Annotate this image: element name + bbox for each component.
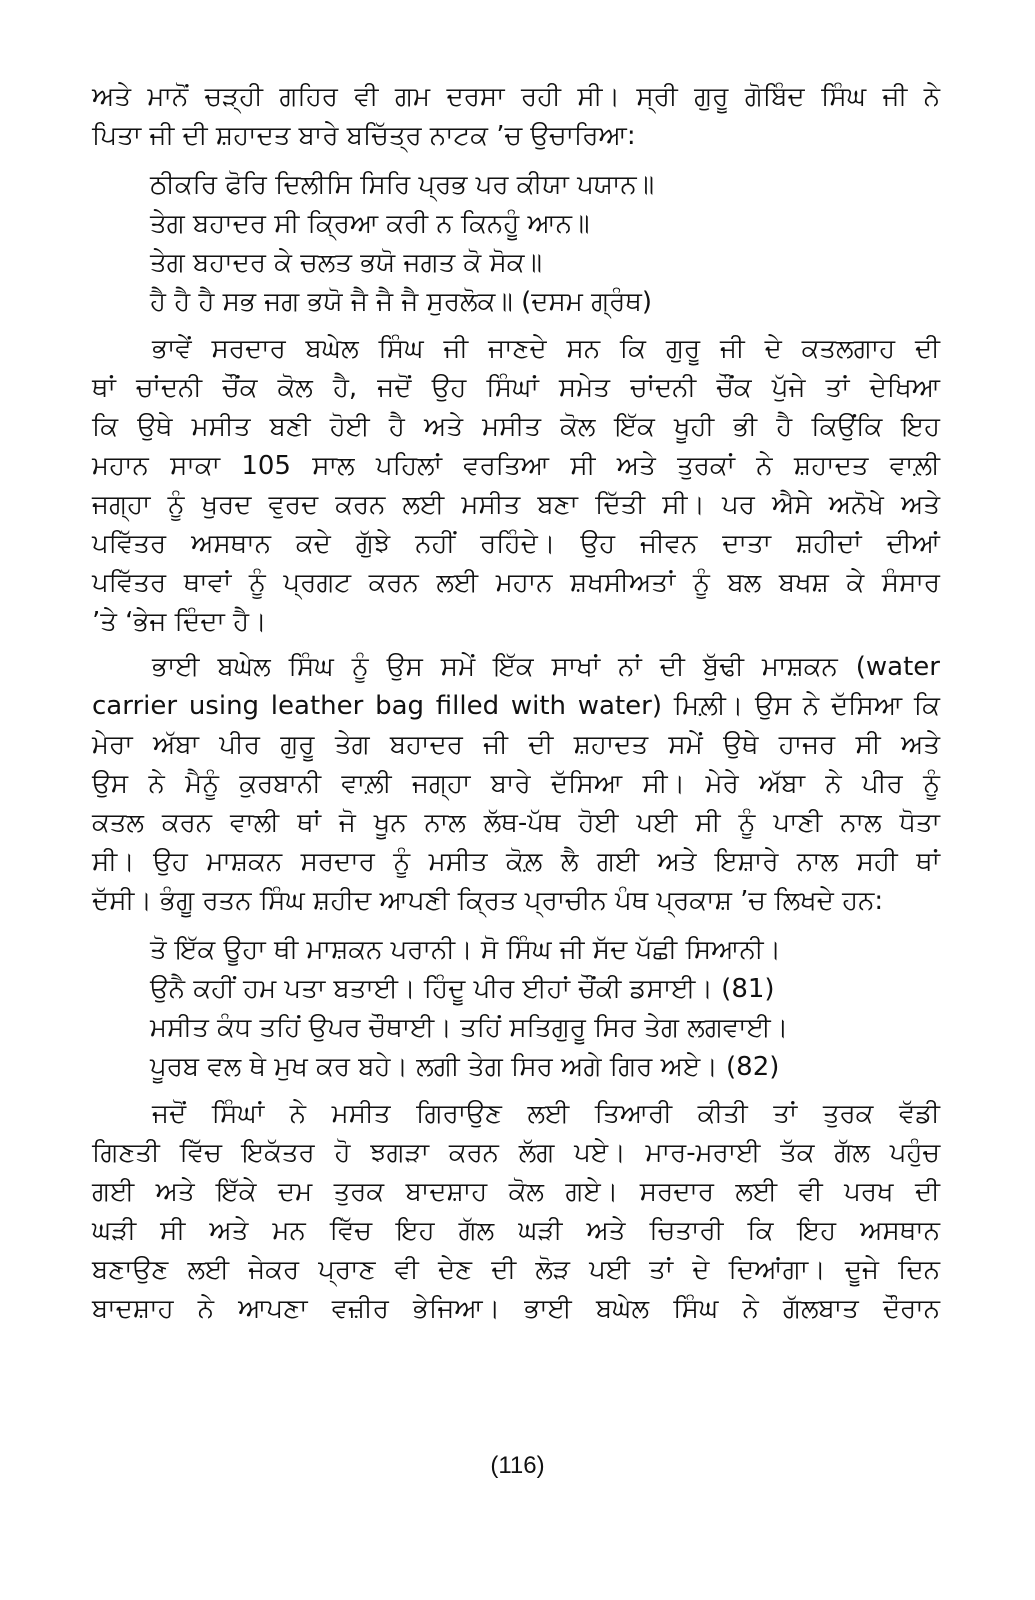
text-line: ਬਾਦਸ਼ਾਹ ਨੇ ਆਪਣਾ ਵਜ਼ੀਰ ਭੇਜਿਆ। ਭਾਈ ਬਘੇਲ ਸਿੰਘ ਨੇ ਗੱਲਬਾਤ ਦੌਰਾਨ bbox=[92, 1294, 940, 1324]
verse-block-1 bbox=[92, 166, 940, 322]
verse-line: ਪੂਰਬ ਵਲ ਥੇ ਮੁਖ ਕਰ ਬਹੇ। ਲਗੀ ਤੇਗ ਸਿਰ ਅਗੇ ਗਿਰ ਅਏ। (82) bbox=[150, 1052, 780, 1082]
text-line: ਗਈ ਅਤੇ ਇੱਕੇ ਦਮ ਤੁਰਕ ਬਾਦਸ਼ਾਹ ਕੋਲ ਗਏ। ਸਰਦਾਰ ਲਈ ਵੀ ਪਰਖ ਦੀ bbox=[92, 1177, 940, 1207]
text-line: ਜਦੋਂ ਸਿੰਘਾਂ ਨੇ ਮਸੀਤ ਗਿਰਾਉਣ ਲਈ ਤਿਆਰੀ ਕੀਤੀ ਤਾਂ ਤੁਰਕ ਵੱਡੀ bbox=[152, 1099, 940, 1129]
text-line: ਭਾਵੇਂ ਸਰਦਾਰ ਬਘੇਲ ਸਿੰਘ ਜੀ ਜਾਣਦੇ ਸਨ ਕਿ ਗੁਰੂ ਜੀ ਦੇ ਕਤਲਗਾਹ ਦੀ bbox=[152, 334, 940, 364]
verse-line: ਤੇਗ ਬਹਾਦਰ ਸੀ ਕ੍ਰਿਆ ਕਰੀ ਨ ਕਿਨਹੂੰ ਆਨ॥ bbox=[150, 209, 590, 239]
text-line: ਸੀ। ਉਹ ਮਾਸ਼ਕਨ ਸਰਦਾਰ ਨੂੰ ਮਸੀਤ ਕੋਲ਼ ਲੈ ਗਈ ਅਤੇ ਇਸ਼ਾਰੇ ਨਾਲ ਸਹੀ ਥਾਂ bbox=[92, 847, 940, 877]
text-line: ਕਤਲ ਕਰਨ ਵਾਲੀ ਥਾਂ ਜੋ ਖੂਨ ਨਾਲ ਲੱਥ-ਪੱਥ ਹੋਈ ਪਈ ਸੀ ਨੂੰ ਪਾਣੀ ਨਾਲ ਧੋਤਾ bbox=[92, 808, 940, 838]
text-line: ਜਗ੍ਹਾ ਨੂੰ ਖੁਰਦ ਵੁਰਦ ਕਰਨ ਲਈ ਮਸੀਤ ਬਣਾ ਦਿੱਤੀ ਸੀ। ਪਰ ਐਸੇ ਅਨੋਖੇ ਅਤੇ bbox=[92, 490, 940, 520]
text-line: ਪਵਿੱਤਰ ਅਸਥਾਨ ਕਦੇ ਗੁੱਝੇ ਨਹੀਂ ਰਹਿੰਦੇ। ਉਹ ਜੀਵਨ ਦਾਤਾ ਸ਼ਹੀਦਾਂ ਦੀਆਂ bbox=[92, 529, 940, 559]
page-body bbox=[92, 78, 940, 1329]
text-line: carrier using leather bag filled with water) ਮਿਲ਼ੀ। ਉਸ ਨੇ ਦੱਸਿਆ ਕਿ bbox=[92, 691, 940, 721]
text-line: ਪਿਤਾ ਜੀ ਦੀ ਸ਼ਹਾਦਤ ਬਾਰੇ ਬਚਿੱਤ੍ਰ ਨਾਟਕ ’ਚ ਉਚਾਰਿਆ: bbox=[92, 121, 636, 151]
text-line: ’ਤੇ ‘ਭੇਜ ਦਿੰਦਾ ਹੈ। bbox=[92, 607, 267, 637]
text-line: ਕਿ ਉਥੇ ਮਸੀਤ ਬਣੀ ਹੋਈ ਹੈ ਅਤੇ ਮਸੀਤ ਕੋਲ ਇੱਕ ਖੂਹੀ ਭੀ ਹੈ ਕਿਉਂਕਿ ਇਹ bbox=[92, 412, 940, 442]
verse-line: ਮਸੀਤ ਕੰਧ ਤਹਿਂ ਉਪਰ ਚੌਥਾਈ। ਤਹਿਂ ਸਤਿਗੁਰੂ ਸਿਰ ਤੇਗ ਲਗਵਾਈ। bbox=[150, 1013, 789, 1043]
text-line: ਮੇਰਾ ਅੱਬਾ ਪੀਰ ਗੁਰੂ ਤੇਗ ਬਹਾਦਰ ਜੀ ਦੀ ਸ਼ਹਾਦਤ ਸਮੇਂ ਉਥੇ ਹਾਜਰ ਸੀ ਅਤੇ bbox=[92, 730, 940, 760]
page-number: (116) bbox=[490, 1452, 545, 1479]
text-line: ਬਣਾਉਣ ਲਈ ਜੇਕਰ ਪ੍ਰਾਣ ਵੀ ਦੇਣ ਦੀ ਲੋੜ ਪਈ ਤਾਂ ਦੇ ਦਿਆਂਗਾ। ਦੂਜੇ ਦਿਨ bbox=[92, 1255, 940, 1285]
text-line: ਦੱਸੀ। ਭੰਗੂ ਰਤਨ ਸਿੰਘ ਸ਼ਹੀਦ ਆਪਣੀ ਕ੍ਰਿਤ ਪ੍ਰਾਚੀਨ ਪੰਥ ਪ੍ਰਕਾਸ਼ ’ਚ ਲਿਖਦੇ ਹਨ: bbox=[92, 886, 884, 916]
text-line: ਥਾਂ ਚਾਂਦਨੀ ਚੌਂਕ ਕੋਲ ਹੈ, ਜਦੋਂ ਉਹ ਸਿੰਘਾਂ ਸਮੇਤ ਚਾਂਦਨੀ ਚੌਂਕ ਪੁੱਜੇ ਤਾਂ ਦੇਖਿਆ bbox=[92, 373, 940, 403]
text-line: ਘੜੀ ਸੀ ਅਤੇ ਮਨ ਵਿੱਚ ਇਹ ਗੱਲ ਘੜੀ ਅਤੇ ਚਿਤਾਰੀ ਕਿ ਇਹ ਅਸਥਾਨ bbox=[92, 1216, 940, 1246]
verse-line: ਤੋ ਇੱਕ ਊਹਾ ਥੀ ਮਾਸ਼ਕਨ ਪਰਾਨੀ। ਸੋ ਸਿੰਘ ਜੀ ਸੱਦ ਪੱਛੀ ਸਿਆਨੀ। bbox=[150, 935, 782, 965]
verse-line: ਤੇਗ ਬਹਾਦਰ ਕੇ ਚਲਤ ਭਯੋ ਜਗਤ ਕੋ ਸੋਕ॥ bbox=[150, 248, 543, 278]
paragraph-3 bbox=[92, 648, 940, 921]
text-line: ਭਾਈ ਬਘੇਲ ਸਿੰਘ ਨੂੰ ਉਸ ਸਮੇਂ ਇੱਕ ਸਾਖਾਂ ਨਾਂ ਦੀ ਬੁੱਢੀ ਮਾਸ਼ਕਨ (water bbox=[152, 652, 940, 682]
text-line: ਉਸ ਨੇ ਮੈਨੂੰ ਕੁਰਬਾਨੀ ਵਾਲ਼ੀ ਜਗ੍ਹਾ ਬਾਰੇ ਦੱਸਿਆ ਸੀ। ਮੇਰੇ ਅੱਬਾ ਨੇ ਪੀਰ ਨੂੰ bbox=[92, 769, 940, 799]
text-line: ਗਿਣਤੀ ਵਿੱਚ ਇਕੱਤਰ ਹੋ ਝਗੜਾ ਕਰਨ ਲੱਗ ਪਏ। ਮਾਰ-ਮਰਾਈ ਤੱਕ ਗੱਲ ਪਹੁੰਚ bbox=[92, 1138, 940, 1168]
paragraph-1 bbox=[92, 78, 940, 156]
text-line: ਮਹਾਨ ਸਾਕਾ 105 ਸਾਲ ਪਹਿਲਾਂ ਵਰਤਿਆ ਸੀ ਅਤੇ ਤੁਰਕਾਂ ਨੇ ਸ਼ਹਾਦਤ ਵਾਲ਼ੀ bbox=[92, 451, 940, 481]
verse-block-2 bbox=[92, 931, 940, 1087]
paragraph-4 bbox=[92, 1095, 940, 1329]
verse-line: ਠੀਕਰਿ ਫੋਰਿ ਦਿਲੀਸਿ ਸਿਰਿ ਪ੍ਰਭ ਪਰ ਕੀਯਾ ਪਯਾਨ॥ bbox=[150, 170, 655, 200]
text-line: ਅਤੇ ਮਾਨੋਂ ਚੜ੍ਹੀ ਗਹਿਰ ਵੀ ਗਮ ਦਰਸਾ ਰਹੀ ਸੀ। ਸ੍ਰੀ ਗੁਰੂ ਗੋਬਿੰਦ ਸਿੰਘ ਜੀ ਨੇ bbox=[92, 82, 940, 112]
verse-line: ਹੈ ਹੈ ਹੈ ਸਭ ਜਗ ਭਯੋ ਜੈ ਜੈ ਜੈ ਸੁਰਲੋਕ॥ (ਦਸਮ ਗ੍ਰੰਥ) bbox=[150, 287, 652, 317]
paragraph-2 bbox=[92, 330, 940, 642]
text-line: ਪਵਿੱਤਰ ਥਾਵਾਂ ਨੂੰ ਪ੍ਰਗਟ ਕਰਨ ਲਈ ਮਹਾਨ ਸ਼ਖਸੀਅਤਾਂ ਨੂੰ ਬਲ ਬਖਸ਼ ਕੇ ਸੰਸਾਰ bbox=[92, 568, 940, 598]
verse-line: ਉਨੈ ਕਹੀਂ ਹਮ ਪਤਾ ਬਤਾਈ। ਹਿੰਦੂ ਪੀਰ ਈਹਾਂ ਚੌਂਕੀ ਡਸਾਈ। (81) bbox=[150, 974, 775, 1004]
